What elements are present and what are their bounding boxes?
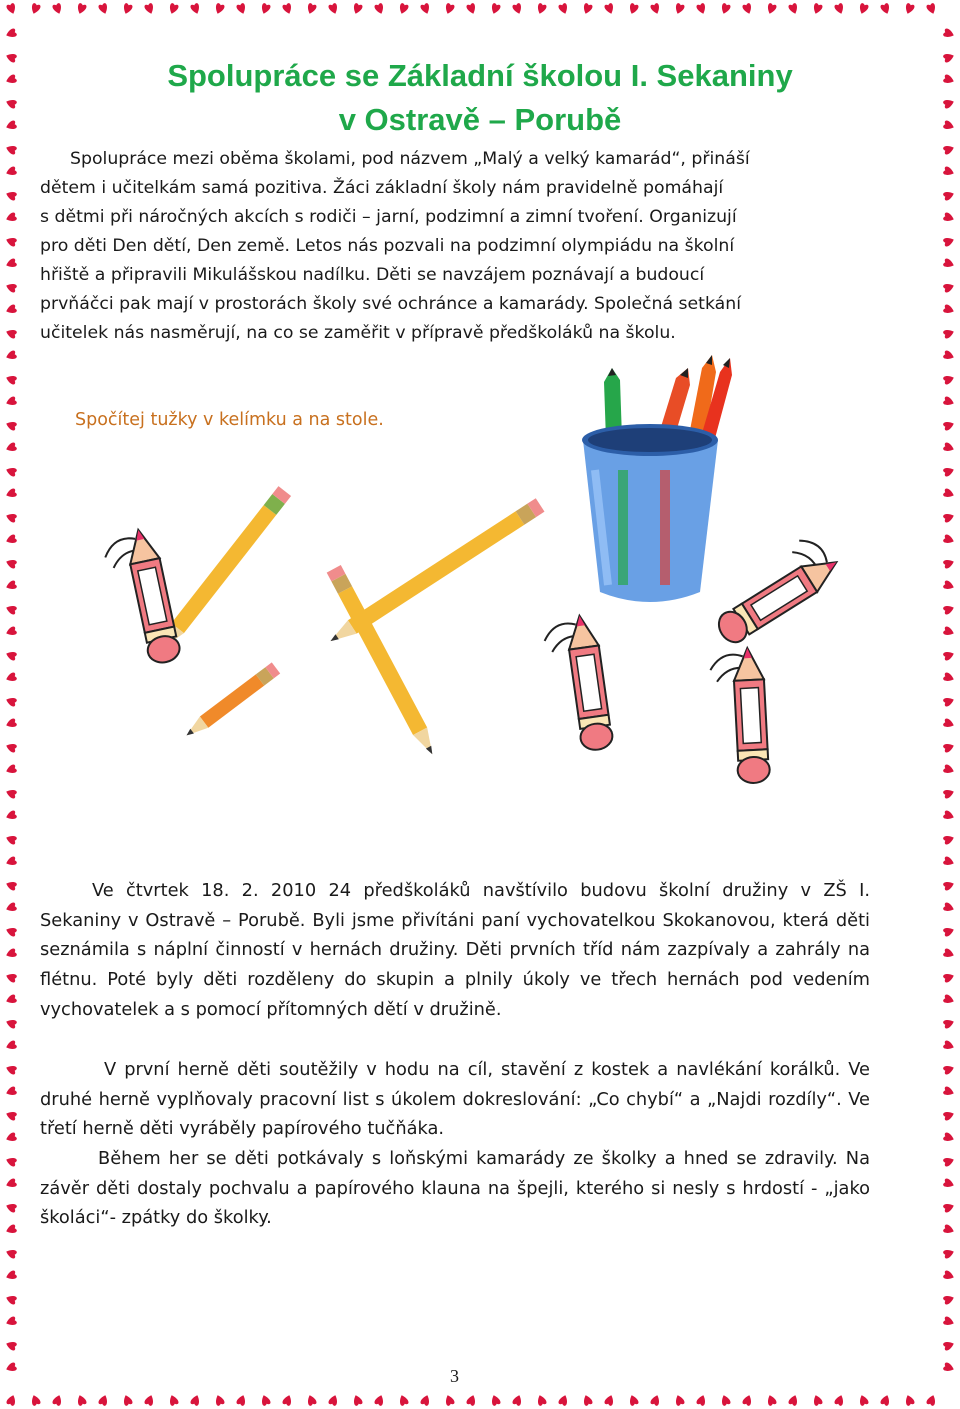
heart-icon [943,1132,956,1143]
cartoon-pencil-icon [542,614,614,755]
page-number: 3 [450,1366,459,1386]
pencil-cup-icon [582,355,732,602]
heart-icon [5,926,18,937]
heart-icon [834,1394,845,1407]
cartoon-pencil-icon [709,647,770,785]
heart-icon [5,948,18,959]
heart-icon [5,1018,18,1029]
heart-icon [144,1394,155,1407]
heart-icon [5,972,18,983]
heart-icon [5,902,18,913]
heart-icon [943,948,956,959]
heart-icon [168,1394,179,1407]
report-paragraph-1: Ve čtvrtek 18. 2. 2010 24 předškoláků navštívilo budovu školní družiny v ZŠ I. Sekaniny v Ostravě – Porubě. Byli jsme přivítáni paní vychovatelkou Skokanovou, která děti seznámila s náplní činností v hernách družiny. Děti prvních tříd nám zazpívaly a zahrály na flétnu. Poté byly děti rozděleny do skupin a plnily úkoly ve třech hernách pod vedením vychovatelek a s pomocí přítomných dětí v družině. [40,880,870,1020]
heart-icon [328,1394,339,1407]
heart-icon [943,1178,956,1189]
intro-line: s dětmi při náročných akcích s rodiči – jarní, podzimní a zimní tvoření. Organizují [40,207,737,227]
intro-line: hřiště a připravili Mikulášskou nadílku. Děti se navzájem poznávají a budoucí [40,265,705,285]
heart-icon [444,1394,455,1407]
heart-icon [5,1362,18,1373]
heart-icon [943,880,956,891]
heart-icon [5,880,18,891]
heart-icon [926,1394,937,1407]
heart-icon [420,1394,431,1407]
heart-icon [5,1040,18,1051]
intro-line: pro děti Den dětí, Den země. Letos nás pozvali na podzimní olympiádu na školní [40,236,735,256]
heart-icon [880,1394,891,1407]
heart-icon [943,926,956,937]
heart-icon [943,972,956,983]
cartoon-pencil-icon [101,527,182,670]
intro-line: prvňáčci pak mají v prostorách školy své ochránce a kamarády. Společná setkání [40,294,742,314]
heart-icon [512,1394,523,1407]
heart-icon [943,1270,956,1281]
heart-icon [5,1340,18,1351]
heart-icon [788,1394,799,1407]
heart-icon [558,1394,569,1407]
counting-task: Spočítej tužky v kelímku a na stole. [75,410,384,430]
heart-icon [720,1394,731,1407]
heart-icon [943,1156,956,1167]
heart-icon [943,1040,956,1051]
heart-icon [466,1394,477,1407]
cartoon-pencil-icon [702,530,845,647]
heart-border-bottom [6,1394,937,1407]
heart-icon [943,1064,956,1075]
intro-line: učitelek nás nasměrují, na co se zaměřit v přípravě předškoláků na školu. [40,323,676,343]
heart-icon [943,1294,956,1305]
heart-icon [5,1156,18,1167]
heart-icon [5,994,18,1005]
heart-icon [76,1394,87,1407]
heart-icon [398,1394,409,1407]
heart-icon [628,1394,639,1407]
heart-icon [943,1018,956,1029]
page-title-line2: v Ostravě – Porubě [338,102,622,137]
heart-icon [190,1394,201,1407]
heart-icon [306,1394,317,1407]
heart-icon [650,1394,661,1407]
heart-icon [943,902,956,913]
heart-icon [214,1394,225,1407]
heart-icon [858,1394,869,1407]
heart-icon [374,1394,385,1407]
report-paragraph-3: Během her se děti potkávaly s loňskými kamarády ze školky a hned se zdravily. Na závěr děti dostaly pochvalu a papírového klauna na špejli, kterého si nesly s hrdostí - „jako školáci“- zpátky do školky. [40,1148,870,1229]
heart-icon [943,1086,956,1097]
heart-icon [490,1394,501,1407]
heart-icon [5,1270,18,1281]
pencil-icon [155,486,291,653]
heart-icon [943,1202,956,1213]
heart-icon [943,1248,956,1259]
page-title-line1: Spolupráce se Základní školou I. Sekaniny [167,58,793,93]
heart-icon [812,1394,823,1407]
heart-icon [5,1178,18,1189]
intro-line: dětem i učitelkám samá pozitiva. Žáci základní školy nám pravidelně pomáhají [40,178,724,198]
heart-icon [122,1394,133,1407]
heart-icon [5,1224,18,1235]
heart-icon [943,1362,956,1373]
heart-icon [5,1064,18,1075]
heart-icon [260,1394,271,1407]
heart-icon [582,1394,593,1407]
heart-icon [536,1394,547,1407]
heart-icon [98,1394,109,1407]
heart-icon [943,1110,956,1121]
heart-icon [5,1316,18,1327]
heart-icon [52,1394,63,1407]
heart-icon [5,1248,18,1259]
heart-icon [5,1086,18,1097]
heart-icon [282,1394,293,1407]
heart-icon [766,1394,777,1407]
heart-icon [604,1394,615,1407]
heart-icon [5,1110,18,1121]
heart-icon [674,1394,685,1407]
heart-icon [943,1340,956,1351]
heart-icon [6,1394,17,1407]
heart-icon [5,1202,18,1213]
heart-icon [5,1132,18,1143]
heart-icon [696,1394,707,1407]
heart-icon [943,1224,956,1235]
report-paragraph-2: V první herně děti soutěžily v hodu na cíl, stavění z kostek a navlékání korálků. Ve druhé herně vyplňovaly pracovní list s úkolem dokreslování: „Co chybí“ a „Najdi rozdíly“. Ve třetí herně děti vyráběly papírového tučňáka. [40,1059,870,1140]
heart-icon [352,1394,363,1407]
heart-icon [30,1394,41,1407]
pencil-icon [182,662,280,741]
heart-icon [943,1316,956,1327]
heart-icon [5,1294,18,1305]
heart-icon [742,1394,753,1407]
heart-icon [943,994,956,1005]
heart-icon [904,1394,915,1407]
heart-icon [236,1394,247,1407]
intro-line: Spolupráce mezi oběma školami, pod názvem „Malý a velký kamarád“, přináší [70,149,750,169]
pencil-icon [327,565,440,758]
